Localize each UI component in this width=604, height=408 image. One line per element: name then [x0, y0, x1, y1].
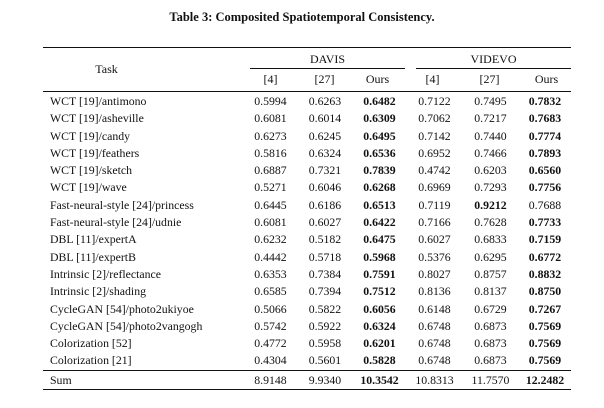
value-cell: 0.6245 [308, 128, 342, 143]
value-cell: 0.6056 [363, 301, 396, 316]
value-cell: 0.7569 [528, 318, 562, 333]
header-col-videvo-ours: Ours [534, 72, 559, 86]
value-cell: 0.6952 [418, 145, 451, 160]
value-cell: 0.5742 [254, 318, 287, 333]
header-col-videvo-4: [4] [425, 72, 440, 86]
sum-row [43, 371, 571, 389]
value-cell: 0.7166 [418, 215, 451, 230]
value-cell: 0.6585 [254, 284, 287, 299]
value-cell: 0.7062 [418, 111, 451, 126]
value-cell: 0.7774 [528, 128, 562, 143]
header-col-videvo-27: [27] [479, 72, 500, 86]
task-cell: Colorization [52] [50, 336, 132, 351]
value-cell: 0.7159 [528, 232, 562, 247]
value-cell: 0.6081 [254, 215, 287, 230]
task-cell: WCT [19]/sketch [50, 163, 133, 178]
table-row [43, 335, 571, 352]
value-cell: 0.6027 [418, 232, 451, 247]
task-cell: WCT [19]/asheville [50, 111, 144, 126]
value-cell: 0.9212 [474, 197, 507, 212]
value-cell: 0.7733 [528, 215, 562, 230]
value-cell: 0.4304 [254, 353, 287, 368]
sum-table [43, 371, 571, 389]
value-cell: 0.4772 [254, 336, 287, 351]
value-cell: 0.6232 [254, 232, 287, 247]
value-cell: 0.7683 [528, 111, 562, 126]
value-cell: 0.5376 [418, 249, 451, 264]
value-cell: 0.7321 [308, 163, 342, 178]
value-cell: 0.6445 [254, 197, 287, 212]
header-davis: DAVIS [309, 52, 346, 66]
value-cell: 0.5718 [308, 249, 342, 264]
value-cell: 0.7293 [474, 180, 507, 195]
value-cell: 0.6748 [418, 353, 451, 368]
value-cell: 0.5066 [254, 301, 287, 316]
table-row [43, 179, 571, 196]
value-cell: 0.7832 [528, 94, 562, 108]
value-cell: 0.8750 [528, 284, 562, 299]
value-cell: 0.8832 [528, 266, 562, 281]
value-cell: 0.6748 [418, 318, 451, 333]
value-cell: 0.5182 [308, 232, 342, 247]
value-cell: 0.8757 [474, 266, 507, 281]
task-cell: DBL [11]/expertA [50, 232, 137, 247]
value-cell: 0.6295 [474, 249, 507, 264]
value-cell: 0.7394 [308, 284, 342, 299]
value-cell: 0.6201 [363, 336, 396, 351]
value-cell: 0.7688 [528, 197, 562, 212]
value-cell: 0.6353 [254, 266, 287, 281]
task-cell: CycleGAN [54]/photo2vangogh [50, 318, 203, 333]
value-cell: 0.6203 [474, 163, 507, 178]
value-cell: 0.7839 [363, 163, 396, 178]
value-cell: 0.6046 [308, 180, 342, 195]
results-table [43, 93, 571, 370]
table-row [43, 301, 571, 318]
value-cell: 0.6748 [418, 336, 451, 351]
header-rule [43, 91, 571, 92]
sum-value: 12.2482 [525, 373, 565, 387]
bottom-rule [43, 389, 571, 390]
value-cell: 0.7466 [474, 145, 507, 160]
table-row [43, 162, 571, 179]
value-cell: 0.6263 [308, 94, 342, 108]
davis-underline [250, 68, 405, 69]
value-cell: 0.6475 [363, 232, 396, 247]
value-cell: 0.6081 [254, 111, 287, 126]
task-cell: Intrinsic [2]/shading [50, 284, 146, 299]
value-cell: 0.7569 [528, 336, 562, 351]
header-col-davis-27: [27] [314, 72, 335, 86]
value-cell: 0.5958 [308, 336, 342, 351]
table-row [43, 318, 571, 335]
value-cell: 0.6422 [363, 215, 396, 230]
task-cell: WCT [19]/candy [50, 128, 131, 143]
task-cell: WCT [19]/wave [50, 180, 127, 195]
sum-value: 10.3542 [360, 373, 399, 387]
sum-value: 11.7570 [471, 373, 510, 387]
value-cell: 0.8027 [418, 266, 451, 281]
value-cell: 0.6969 [418, 180, 451, 195]
header-task: Task [95, 62, 118, 76]
value-cell: 0.7628 [474, 215, 507, 230]
task-cell: Fast-neural-style [24]/udnie [50, 215, 182, 230]
value-cell: 0.5271 [254, 180, 287, 195]
value-cell: 0.6309 [363, 111, 396, 126]
value-cell: 0.5816 [254, 145, 287, 160]
value-cell: 0.7440 [474, 128, 507, 143]
value-cell: 0.6772 [528, 249, 562, 264]
table-caption: Table 3: Composited Spatiotemporal Consistency. [169, 10, 435, 24]
table-row [43, 266, 571, 283]
value-cell: 0.6873 [474, 336, 507, 351]
value-cell: 0.8137 [474, 284, 507, 299]
table-row [43, 110, 571, 127]
value-cell: 0.8136 [418, 284, 451, 299]
value-cell: 0.7591 [363, 266, 396, 281]
value-cell: 0.5822 [308, 301, 342, 316]
value-cell: 0.6027 [308, 215, 342, 230]
value-cell: 0.6536 [363, 145, 396, 160]
value-cell: 0.6148 [418, 301, 451, 316]
value-cell: 0.7512 [363, 284, 396, 299]
value-cell: 0.7893 [528, 145, 562, 160]
sum-value: 9.9340 [308, 373, 342, 387]
task-cell: WCT [19]/feathers [50, 145, 140, 160]
value-cell: 0.5601 [308, 353, 342, 368]
sum-value: 8.9148 [254, 373, 287, 387]
table-row [43, 214, 571, 231]
value-cell: 0.6482 [363, 94, 396, 108]
value-cell: 0.7217 [474, 111, 507, 126]
value-cell: 0.6873 [474, 353, 507, 368]
value-cell: 0.7142 [418, 128, 451, 143]
value-cell: 0.7267 [528, 301, 562, 316]
value-cell: 0.5922 [308, 318, 342, 333]
value-cell: 0.6273 [254, 128, 287, 143]
value-cell: 0.6729 [474, 301, 507, 316]
value-cell: 0.6873 [474, 318, 507, 333]
value-cell: 0.6324 [363, 318, 396, 333]
task-cell: Fast-neural-style [24]/princess [50, 197, 194, 212]
value-cell: 0.6833 [474, 232, 507, 247]
videvo-underline [416, 68, 571, 69]
table-row [43, 145, 571, 162]
task-cell: WCT [19]/antimono [50, 94, 147, 108]
value-cell: 0.4442 [254, 249, 287, 264]
value-cell: 0.4742 [418, 163, 451, 178]
value-cell: 0.6014 [308, 111, 342, 126]
value-cell: 0.5828 [363, 353, 396, 368]
table-row [43, 352, 571, 369]
sum-label: Sum [50, 373, 72, 387]
table-row [43, 283, 571, 300]
task-cell: Colorization [21] [50, 353, 132, 368]
task-cell: Intrinsic [2]/reflectance [50, 266, 162, 281]
task-cell: DBL [11]/expertB [50, 249, 136, 264]
value-cell: 0.6186 [308, 197, 342, 212]
table-row [43, 128, 571, 145]
task-cell: CycleGAN [54]/photo2ukiyoe [50, 301, 194, 316]
value-cell: 0.5968 [363, 249, 396, 264]
table-row [43, 249, 571, 266]
value-cell: 0.7122 [418, 94, 451, 108]
sum-value: 10.8313 [415, 373, 454, 387]
table-row [43, 197, 571, 214]
value-cell: 0.7495 [474, 94, 507, 108]
header-col-davis-ours: Ours [365, 72, 390, 86]
top-rule [43, 47, 571, 48]
header-col-davis-4: [4] [263, 72, 278, 86]
value-cell: 0.7384 [308, 266, 342, 281]
value-cell: 0.6324 [308, 145, 342, 160]
value-cell: 0.7569 [528, 353, 562, 368]
value-cell: 0.7756 [528, 180, 562, 195]
value-cell: 0.6560 [528, 163, 562, 178]
value-cell: 0.5994 [254, 94, 287, 108]
value-cell: 0.6268 [363, 180, 396, 195]
header-videvo: VIDEVO [470, 52, 517, 66]
value-cell: 0.7119 [418, 197, 451, 212]
value-cell: 0.6887 [254, 163, 287, 178]
table-row [43, 231, 571, 248]
value-cell: 0.6495 [363, 128, 396, 143]
value-cell: 0.6513 [363, 197, 396, 212]
table-row [43, 93, 571, 110]
